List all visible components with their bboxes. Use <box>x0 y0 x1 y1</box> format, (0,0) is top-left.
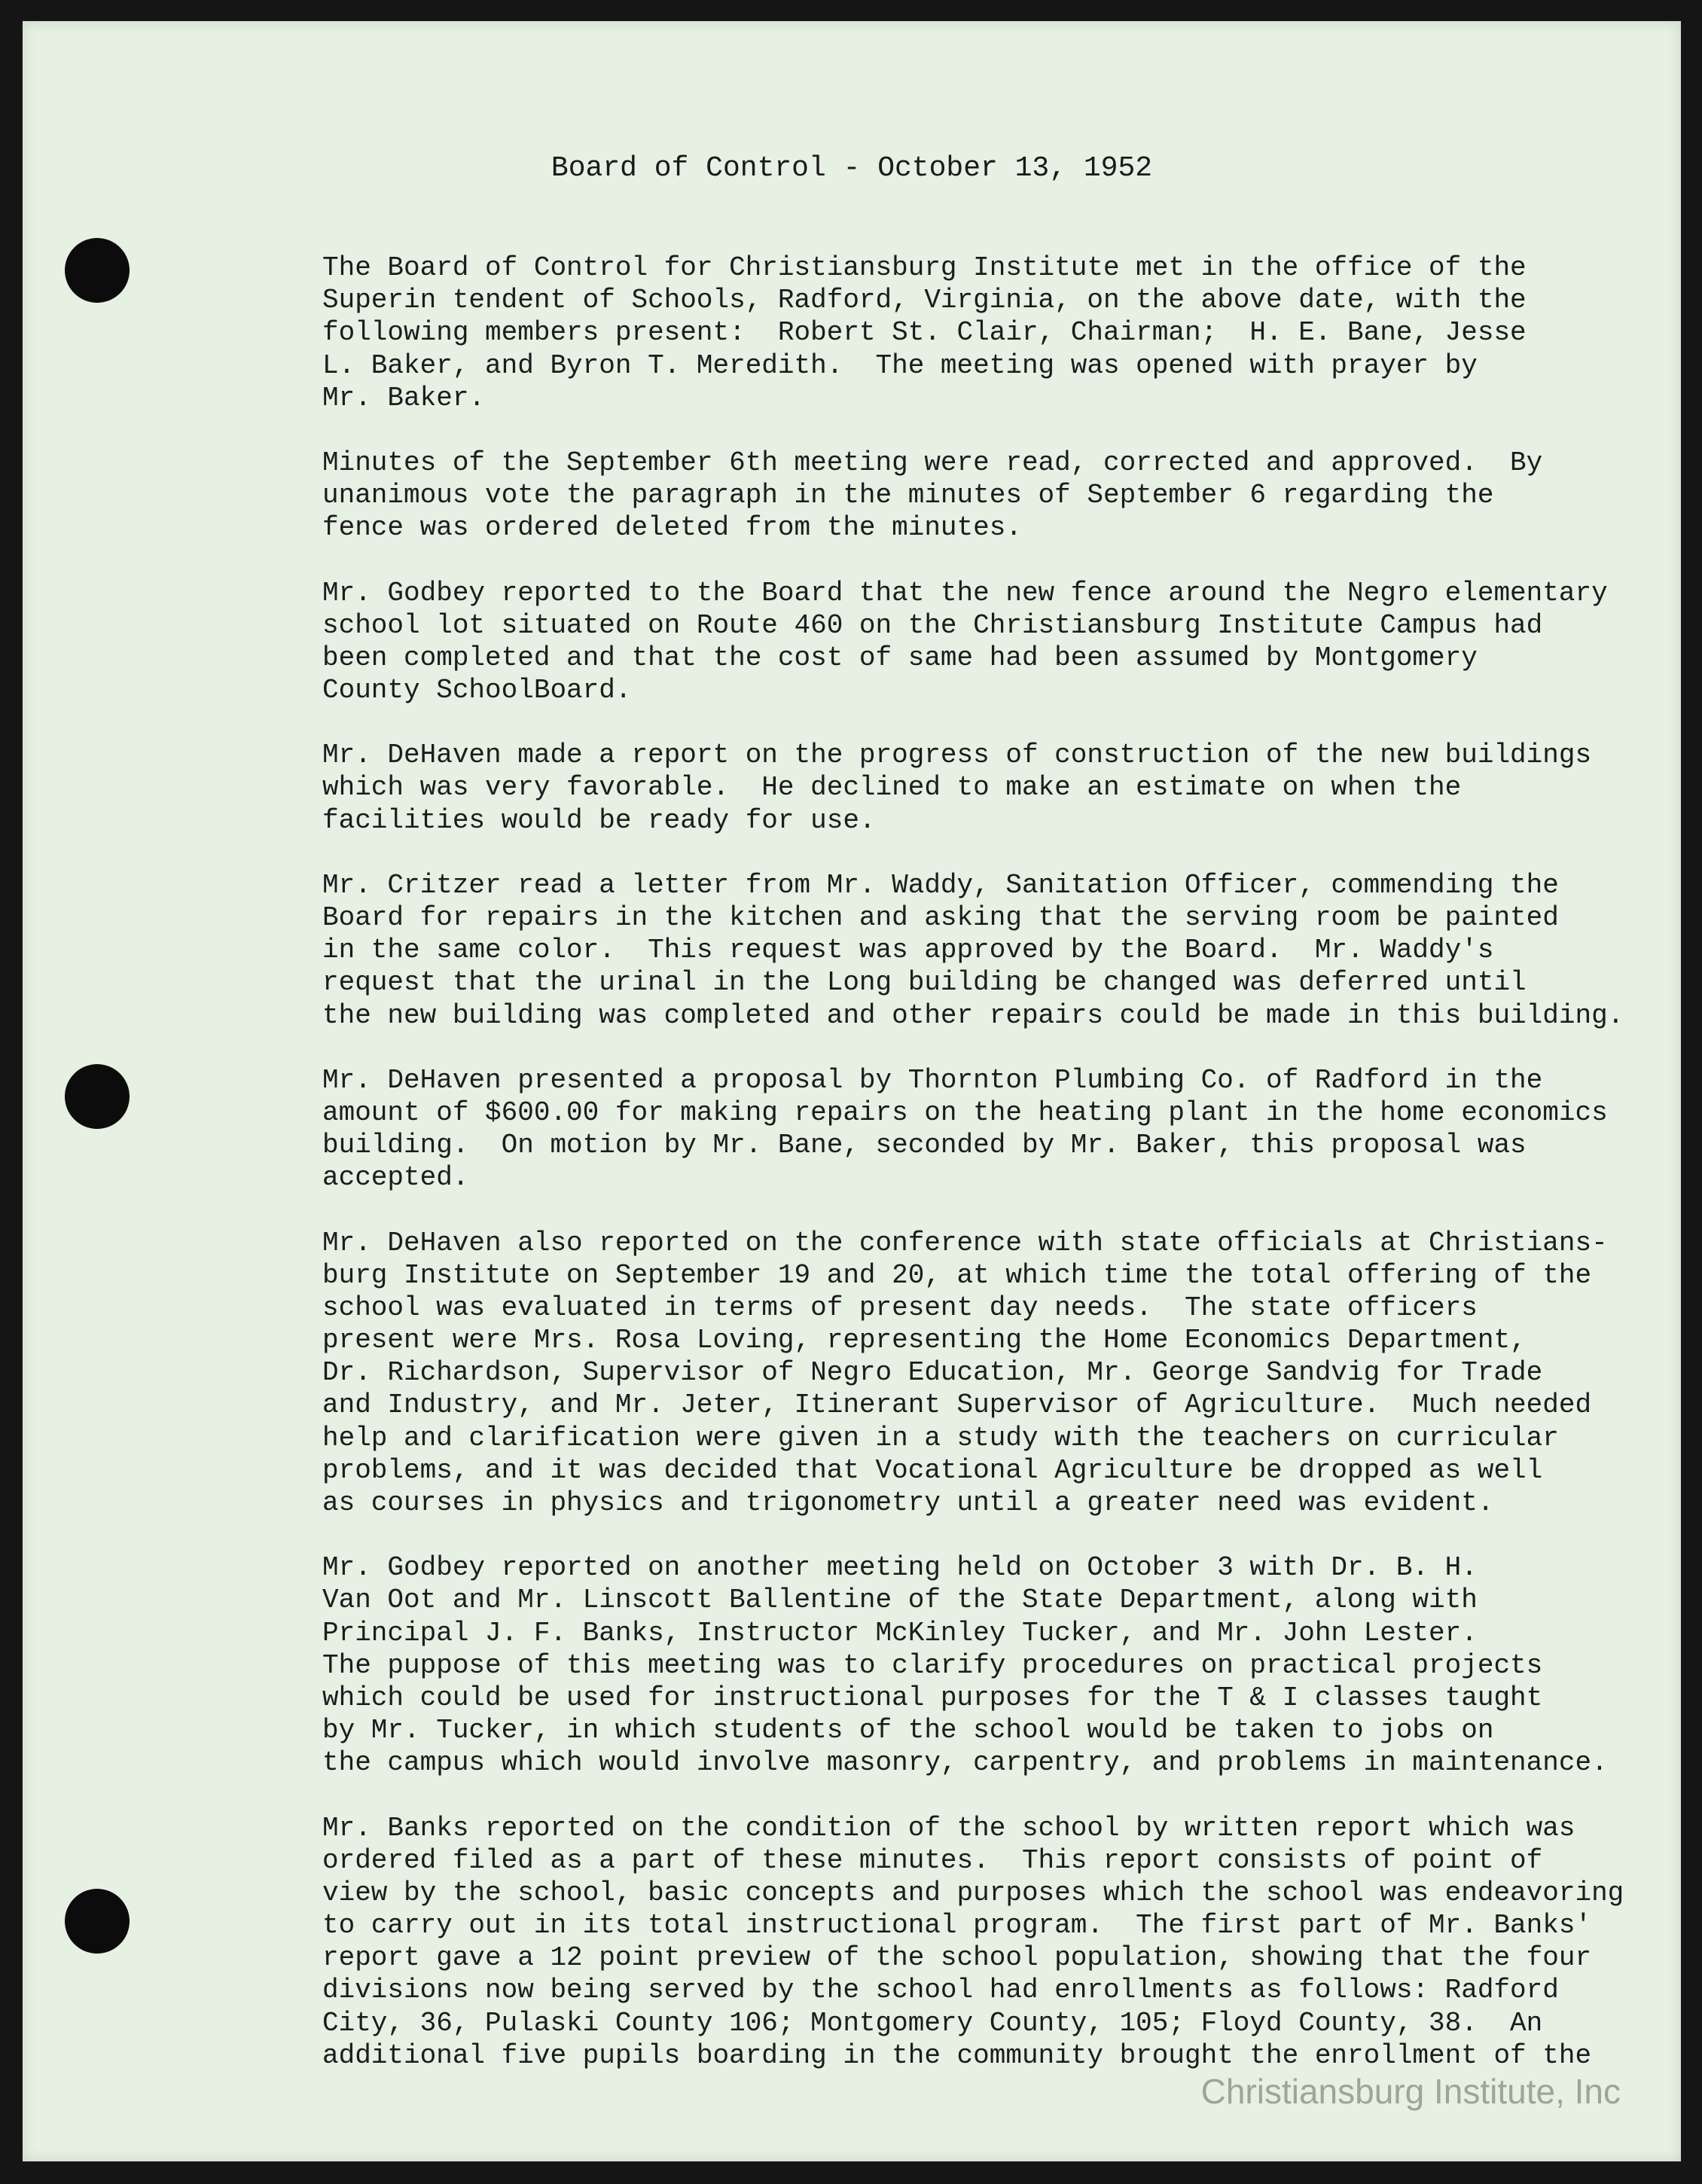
punch-hole-middle <box>65 1064 130 1129</box>
paragraph <box>322 1812 1648 2073</box>
watermark: Christiansburg Institute, Inc <box>1200 2072 1621 2111</box>
paragraph <box>322 577 1648 707</box>
paragraph <box>322 1551 1648 1779</box>
text-line: present were Mrs. Rosa Loving, representing the Home Economics Department, <box>322 1325 1527 1356</box>
text-line: City, 36, Pulaski County 106; Montgomery County, 105; Floyd County, 38. An <box>322 2007 1543 2039</box>
paragraph <box>322 252 1648 414</box>
text-line: unanimous vote the paragraph in the minutes of September 6 regarding the <box>322 480 1494 511</box>
text-line: Mr. DeHaven also reported on the conference with state officials at Christians- <box>322 1227 1608 1258</box>
text-line: which could be used for instructional purposes for the T & I classes taught <box>322 1682 1543 1713</box>
text-line: request that the urinal in the Long building be changed was deferred until <box>322 967 1527 999</box>
text-line: been completed and that the cost of same had been assumed by Montgomery <box>322 642 1478 673</box>
punch-hole-top <box>65 238 130 303</box>
text-line: facilities would be ready for use. <box>322 804 876 836</box>
text-line: Van Oot and Mr. Linscott Ballentine of the State Department, along with <box>322 1585 1478 1616</box>
text-line: view by the school, basic concepts and purposes which the school was endeavoring <box>322 1877 1624 1908</box>
text-line: as courses in physics and trigonometry until a greater need was evident. <box>322 1487 1494 1518</box>
text-line: Mr. Godbey reported on another meeting held on October 3 with Dr. B. H. <box>322 1552 1478 1584</box>
text-line: and Industry, and Mr. Jeter, Itinerant Supervisor of Agriculture. Much needed <box>322 1389 1592 1421</box>
text-line: which was very favorable. He declined to make an estimate on when the <box>322 772 1462 804</box>
text-line: Mr. Baker. <box>322 382 486 413</box>
text-line: burg Institute on September 19 and 20, at which time the total offering of the <box>322 1259 1592 1291</box>
text-line: help and clarification were given in a study with the teachers on curricular <box>322 1422 1559 1453</box>
paragraph <box>322 1227 1648 1520</box>
text-line: ordered filed as a part of these minutes. This report consists of point of <box>322 1844 1543 1876</box>
text-line: Principal J. F. Banks, Instructor McKinley Tucker, and Mr. John Lester. <box>322 1617 1478 1649</box>
text-line: building. On motion by Mr. Bane, seconded by Mr. Baker, this proposal was <box>322 1130 1527 1161</box>
text-line: divisions now being served by the school had enrollments as follows: Radford <box>322 1975 1559 2006</box>
paragraph <box>322 447 1648 544</box>
text-line: Mr. Critzer read a letter from Mr. Waddy, Sanitation Officer, commending the <box>322 869 1559 901</box>
text-line: Mr. Banks reported on the condition of the school by written report which was <box>322 1812 1575 1844</box>
paragraph <box>322 1064 1648 1194</box>
document-page <box>23 21 1681 2161</box>
text-line: school was evaluated in terms of present day needs. The state officers <box>322 1292 1478 1323</box>
text-line: accepted. <box>322 1162 469 1194</box>
document-body <box>322 252 1648 2104</box>
text-line: report gave a 12 point preview of the school population, showing that the four <box>322 1942 1592 1974</box>
text-line: County SchoolBoard. <box>322 675 632 706</box>
punch-hole-bottom <box>65 1889 130 1954</box>
text-line: The Board of Control for Christiansburg Institute met in the office of the <box>322 252 1527 283</box>
text-line: The puppose of this meeting was to clarify procedures on practical projects <box>322 1649 1543 1681</box>
text-line: additional five pupils boarding in the community brought the enrollment of the <box>322 2039 1592 2071</box>
text-line: Mr. DeHaven presented a proposal by Thornton Plumbing Co. of Radford in the <box>322 1064 1543 1096</box>
text-line: the campus which would involve masonry, carpentry, and problems in maintenance. <box>322 1747 1608 1779</box>
text-line: in the same color. This request was approved by the Board. Mr. Waddy's <box>322 935 1494 966</box>
text-line: school lot situated on Route 460 on the Christiansburg Institute Campus had <box>322 609 1543 641</box>
text-line: Board for repairs in the kitchen and asking that the serving room be painted <box>322 902 1559 933</box>
text-line: fence was ordered deleted from the minutes. <box>322 512 1022 544</box>
text-line: Mr. DeHaven made a report on the progress of construction of the new buildings <box>322 740 1592 771</box>
paragraph <box>322 869 1648 1032</box>
text-line: to carry out in its total instructional program. The first part of Mr. Banks' <box>322 1910 1592 1942</box>
text-line: Superin tendent of Schools, Radford, Virginia, on the above date, with the <box>322 285 1527 316</box>
text-line: Minutes of the September 6th meeting were read, corrected and approved. By <box>322 447 1543 478</box>
text-line: by Mr. Tucker, in which students of the school would be taken to jobs on <box>322 1715 1494 1746</box>
text-line: Dr. Richardson, Supervisor of Negro Education, Mr. George Sandvig for Trade <box>322 1357 1543 1389</box>
text-line: following members present: Robert St. Clair, Chairman; H. E. Bane, Jesse <box>322 317 1527 349</box>
text-line: L. Baker, and Byron T. Meredith. The meeting was opened with prayer by <box>322 349 1478 381</box>
text-line: amount of $600.00 for making repairs on the heating plant in the home economics <box>322 1097 1608 1128</box>
text-line: the new building was completed and other repairs could be made in this building. <box>322 999 1624 1031</box>
paragraph <box>322 739 1648 837</box>
text-line: Mr. Godbey reported to the Board that the new fence around the Negro elementary <box>322 577 1608 609</box>
document-title: Board of Control - October 13, 1952 <box>551 152 1153 185</box>
text-line: problems, and it was decided that Vocational Agriculture be dropped as well <box>322 1454 1543 1486</box>
